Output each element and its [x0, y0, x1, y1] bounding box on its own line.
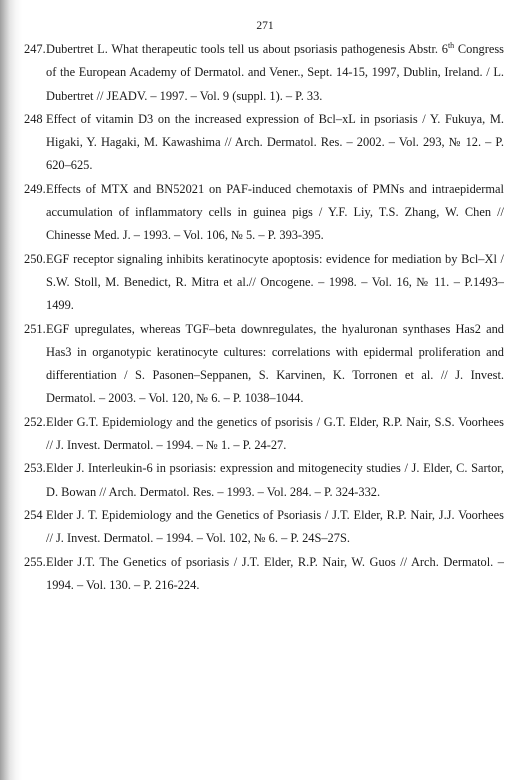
ordinal-suffix: th	[447, 40, 455, 50]
reference-number: 254	[24, 507, 43, 522]
reference-number: 248	[24, 111, 43, 126]
reference-item	[24, 38, 504, 108]
reference-number: 247.	[24, 42, 46, 56]
reference-text-part: Dubertret L. What therapeutic tools tell us about psoriasis pathogenesis Abstr. 6	[46, 42, 448, 56]
reference-text: EGF upregulates, whereas TGF–beta downregulates, the hyaluronan synthases Has2 and Has3 in organotypic keratinocyte cultures: correlations with epidermal proliferation and differentiation / S. Pasonen–Seppanen, S. Karvinen, K. Torronen et al. // J. Invest. Dermatol. – 2003. – Vol. 120, № 6. – P. 1038–1044.	[46, 321, 504, 406]
reference-item	[24, 411, 504, 458]
reference-text	[46, 42, 504, 103]
reference-item	[24, 504, 504, 551]
reference-number: 252.	[24, 414, 46, 429]
reference-text: Elder J.T. The Genetics of psoriasis / J.T. Elder, R.P. Nair, W. Guos // Arch. Dermatol. – 1994. – Vol. 130. – P. 216-224.	[46, 554, 504, 592]
reference-item	[24, 178, 504, 248]
reference-item	[24, 108, 504, 178]
reference-text: Elder G.T. Epidemiology and the genetics of psorisis / G.T. Elder, R.P. Nair, S.S. Voorhees // J. Invest. Dermatol. – 1994. – № 1. – P. 24-27.	[46, 414, 504, 453]
reference-text: Elder J. T. Epidemiology and the Genetics of Psoriasis / J.T. Elder, R.P. Nair, J.J. Voorhees // J. Invest. Dermatol. – 1994. – Vol. 102, № 6. – P. 24S–27S.	[46, 507, 504, 546]
reference-item	[24, 248, 504, 318]
reference-text: Effect of vitamin D3 on the increased expression of Bcl–xL in psoriasis / Y. Fukuya, M. Higaki, Y. Hagaki, M. Kawashima // Arch. Dermatol. Res. – 2002. – Vol. 293, № 12. – P. 620–625.	[46, 111, 504, 173]
reference-number: 253.	[24, 461, 46, 476]
reference-text: Elder J. Interleukin-6 in psoriasis: expression and mitogenecity studies / J. Elder, C. Sartor, D. Bowan // Arch. Dermatol. Res. – 1993. – Vol. 284. – P. 324-332.	[46, 461, 504, 499]
reference-number: 255.	[24, 554, 46, 569]
reference-list	[24, 38, 504, 597]
reference-number: 251.	[24, 321, 46, 336]
reference-item	[24, 318, 504, 411]
reference-text: EGF receptor signaling inhibits keratinocyte apoptosis: evidence for mediation by Bcl–Xl / S.W. Stoll, M. Benedict, R. Mitra et al.// Oncogene. – 1998. – Vol. 16, № 11. – P.1493–1499.	[46, 251, 504, 313]
reference-text: Effects of MTX and BN52021 on PAF-induced chemotaxis of PMNs and intraepidermal accumulation of inflammatory cells in guinea pigs / Y.F. Liy, T.S. Zhang, W. Chen // Chinesse Med. J. – 1993. – Vol. 106, № 5. – P. 393-395.	[46, 181, 504, 243]
reference-item	[24, 457, 504, 504]
reference-number: 249.	[24, 181, 46, 196]
reference-number: 250.	[24, 251, 46, 266]
page-binding-shadow	[0, 0, 22, 780]
page-number: 271	[256, 20, 274, 32]
reference-text-part: Congress of the European Academy of Dermatol. and Vener., Sept. 14-15, 1997, Dublin, Ireland. / L. Dubertret // JEADV. – 1997. – Vol. 9 (suppl. 1). – P. 33.	[46, 42, 505, 103]
reference-item	[24, 551, 504, 598]
